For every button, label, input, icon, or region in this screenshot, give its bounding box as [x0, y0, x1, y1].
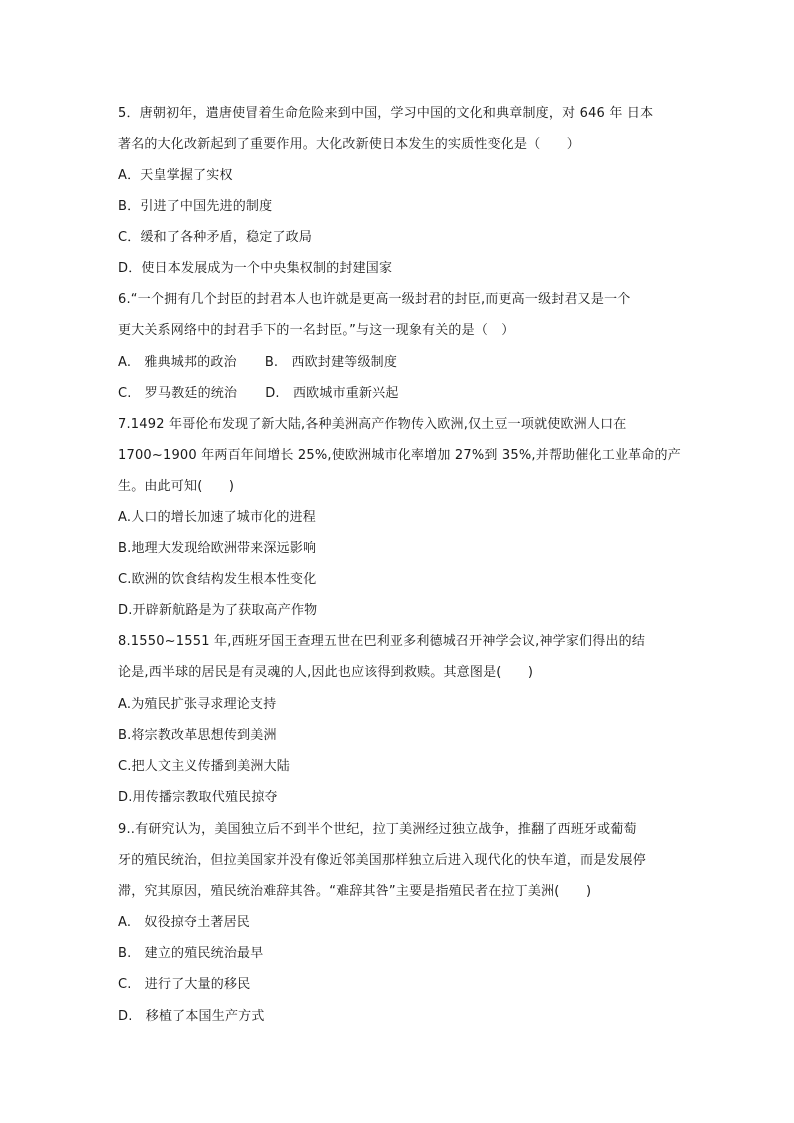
- q8-option-d: D.用传播宗教取代殖民掠夺: [118, 790, 278, 805]
- q7-option-a: A.人口的增长加速了城市化的进程: [118, 510, 316, 525]
- q5-option-d: D．使日本发展成为一个中央集权制的封建国家: [118, 261, 393, 276]
- q6-option-b: B. 西欧封建等级制度: [264, 355, 398, 370]
- q6-option-c: C. 罗马教廷的统治: [118, 386, 238, 401]
- q6-stem-line-2: 更大关系网络中的封君手下的一名封臣。”与这一现象有关的是（ ）: [118, 323, 515, 338]
- q9-stem-line-1: 9..有研究认为，美国独立后不到半个世纪，拉丁美洲经过独立战争，推翻了西班牙或葡萄: [118, 822, 637, 837]
- q7-stem-line-2: 1700~1900 年两百年间增长 25%,使欧洲城市化率增加 27%到 35%,并帮助催化工业革命的产: [118, 448, 681, 463]
- q6-option-a: A. 雅典城邦的政治: [118, 355, 237, 370]
- q7-option-b: B.地理大发现给欧洲带来深远影响: [118, 541, 317, 556]
- q7-stem-line-3: 生。由此可知( ): [118, 479, 235, 494]
- q6-option-d: D. 西欧城市重新兴起: [265, 386, 399, 401]
- q5-option-b: B．引进了中国先进的制度: [118, 199, 273, 214]
- q6-options-row-1: [118, 355, 397, 371]
- q9-option-a: A. 奴役掠夺土著居民: [118, 915, 250, 930]
- q5-stem-line-2: 著名的大化改新起到了重要作用。大化改新使日本发生的实质性变化是（ ）: [118, 137, 581, 152]
- q6-stem-line-1: 6.“一个拥有几个封臣的封君本人也许就是更高一级封君的封臣,而更高一级封君又是一个: [118, 292, 631, 307]
- q9-stem-line-3: 滞，究其原因，殖民统治难辞其咎。“难辞其咎”主要是指殖民者在拉丁美洲( ): [118, 884, 592, 899]
- q9-option-c: C. 进行了大量的移民: [118, 977, 251, 992]
- q8-stem-line-2: 论是,西半球的居民是有灵魂的人,因此也应该得到救赎。其意图是( ): [118, 665, 534, 680]
- q9-option-b: B. 建立的殖民统治最早: [118, 946, 264, 961]
- q8-option-a: A.为殖民扩张寻求理论支持: [118, 697, 277, 712]
- q5-stem-line-1: 5．唐朝初年，遣唐使冒着生命危险来到中国，学习中国的文化和典章制度，对 646 年 日本: [118, 106, 654, 121]
- q8-stem-line-1: 8.1550~1551 年,西班牙国王查理五世在巴利亚多利德城召开神学会议,神学家们得出的结: [118, 634, 646, 649]
- q9-option-d: D. 移植了本国生产方式: [118, 1009, 265, 1024]
- q8-option-c: C.把人文主义传播到美洲大陆: [118, 759, 291, 774]
- q9-stem-line-2: 牙的殖民统治，但拉美国家并没有像近邻美国那样独立后进入现代化的快车道，而是发展停: [118, 853, 647, 868]
- q6-options-row-2: [118, 386, 399, 402]
- q5-option-c: C．缓和了各种矛盾，稳定了政局: [118, 230, 313, 245]
- q7-option-d: D.开辟新航路是为了获取高产作物: [118, 603, 318, 618]
- q8-option-b: B.将宗教改革思想传到美洲: [118, 728, 277, 743]
- q7-option-c: C.欧洲的饮食结构发生根本性变化: [118, 572, 317, 587]
- q7-stem-line-1: 7.1492 年哥伦布发现了新大陆,各种美洲高产作物传入欧洲,仅土豆一项就使欧洲人口在: [118, 417, 627, 432]
- q5-option-a: A．天皇掌握了实权: [118, 168, 233, 183]
